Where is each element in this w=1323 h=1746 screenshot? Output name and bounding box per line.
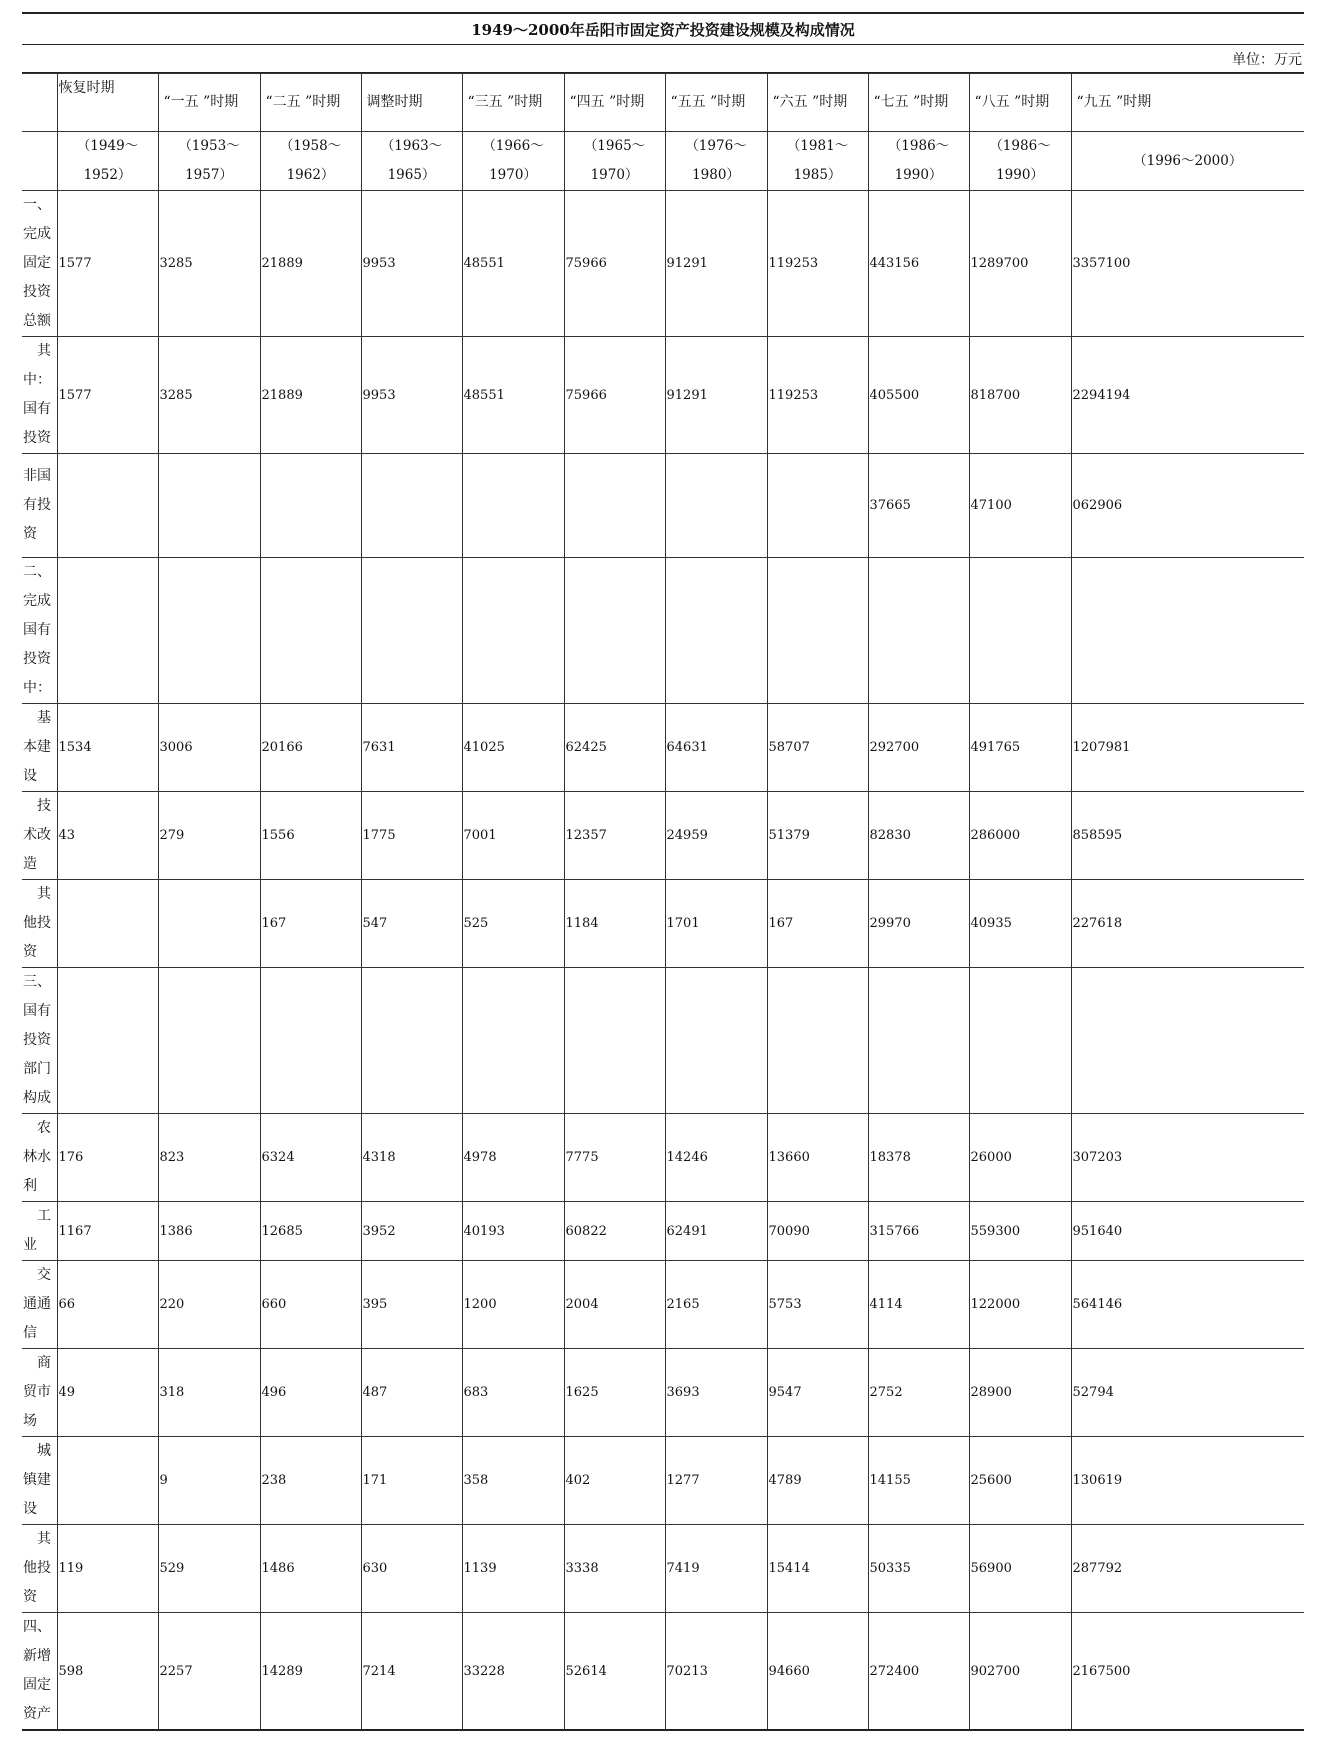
value-cell <box>665 558 767 704</box>
period-years: （1996～2000） <box>1071 132 1304 191</box>
period-name: 恢复时期 <box>57 74 158 132</box>
value-cell: 1184 <box>564 880 665 968</box>
value-cell: 564146 <box>1071 1261 1304 1349</box>
value-cell: 951640 <box>1071 1202 1304 1261</box>
value-cell <box>57 1437 158 1525</box>
value-cell <box>158 558 260 704</box>
value-cell: 1625 <box>564 1349 665 1437</box>
value-cell: 279 <box>158 792 260 880</box>
value-cell <box>1071 558 1304 704</box>
table-row <box>22 558 1304 704</box>
value-cell: 1207981 <box>1071 704 1304 792</box>
period-years: （1953～1957） <box>158 132 260 191</box>
value-cell: 70090 <box>767 1202 868 1261</box>
row-label: 其中：国有投资 <box>22 337 57 454</box>
value-cell: 91291 <box>665 337 767 454</box>
value-cell <box>361 558 462 704</box>
value-cell: 13660 <box>767 1114 868 1202</box>
value-cell <box>57 454 158 558</box>
value-cell: 443156 <box>868 191 969 337</box>
value-cell: 15414 <box>767 1525 868 1613</box>
value-cell: 1775 <box>361 792 462 880</box>
table-row <box>22 1613 1304 1731</box>
row-label: 农林水利 <box>22 1114 57 1202</box>
table-row <box>22 1525 1304 1613</box>
value-cell: 41025 <box>462 704 564 792</box>
value-cell: 9 <box>158 1437 260 1525</box>
value-cell: 2294194 <box>1071 337 1304 454</box>
value-cell: 94660 <box>767 1613 868 1731</box>
value-cell: 62425 <box>564 704 665 792</box>
period-years: （1976～1980） <box>665 132 767 191</box>
value-cell <box>969 968 1071 1114</box>
value-cell <box>260 558 361 704</box>
header-corner <box>22 74 57 132</box>
row-label: 非国有投资 <box>22 454 57 558</box>
period-name: “三五 ”时期 <box>462 74 564 132</box>
value-cell: 37665 <box>868 454 969 558</box>
table-title: 1949～2000年岳阳市固定资产投资建设规模及构成情况 <box>22 12 1304 45</box>
value-cell: 40193 <box>462 1202 564 1261</box>
value-cell <box>158 880 260 968</box>
value-cell: 29970 <box>868 880 969 968</box>
value-cell <box>57 558 158 704</box>
table-row <box>22 1349 1304 1437</box>
row-label: 工业 <box>22 1202 57 1261</box>
value-cell: 51379 <box>767 792 868 880</box>
value-cell: 119253 <box>767 337 868 454</box>
value-cell: 24959 <box>665 792 767 880</box>
value-cell: 3693 <box>665 1349 767 1437</box>
value-cell: 7419 <box>665 1525 767 1613</box>
value-cell: 14289 <box>260 1613 361 1731</box>
value-cell: 1289700 <box>969 191 1071 337</box>
value-cell <box>564 558 665 704</box>
value-cell: 167 <box>260 880 361 968</box>
value-cell: 227618 <box>1071 880 1304 968</box>
value-cell: 307203 <box>1071 1114 1304 1202</box>
value-cell <box>361 968 462 1114</box>
value-cell: 75966 <box>564 337 665 454</box>
value-cell: 818700 <box>969 337 1071 454</box>
value-cell: 4789 <box>767 1437 868 1525</box>
value-cell <box>57 968 158 1114</box>
value-cell: 1534 <box>57 704 158 792</box>
value-cell: 52614 <box>564 1613 665 1731</box>
row-label: 城镇建设 <box>22 1437 57 1525</box>
value-cell: 122000 <box>969 1261 1071 1349</box>
period-name: “四五 ”时期 <box>564 74 665 132</box>
value-cell: 7775 <box>564 1114 665 1202</box>
value-cell: 902700 <box>969 1613 1071 1731</box>
value-cell: 12685 <box>260 1202 361 1261</box>
value-cell: 48551 <box>462 337 564 454</box>
value-cell: 52794 <box>1071 1349 1304 1437</box>
value-cell: 286000 <box>969 792 1071 880</box>
table-row <box>22 337 1304 454</box>
value-cell: 487 <box>361 1349 462 1437</box>
value-cell: 28900 <box>969 1349 1071 1437</box>
table-row <box>22 1261 1304 1349</box>
value-cell: 683 <box>462 1349 564 1437</box>
value-cell: 1577 <box>57 191 158 337</box>
value-cell: 7214 <box>361 1613 462 1731</box>
value-cell: 3285 <box>158 337 260 454</box>
value-cell: 660 <box>260 1261 361 1349</box>
value-cell: 318 <box>158 1349 260 1437</box>
value-cell: 9953 <box>361 191 462 337</box>
value-cell: 1200 <box>462 1261 564 1349</box>
value-cell <box>767 454 868 558</box>
value-cell <box>462 558 564 704</box>
value-cell: 491765 <box>969 704 1071 792</box>
value-cell: 1277 <box>665 1437 767 1525</box>
value-cell: 292700 <box>868 704 969 792</box>
value-cell: 1386 <box>158 1202 260 1261</box>
document <box>22 12 1304 1731</box>
value-cell: 238 <box>260 1437 361 1525</box>
period-name: “八五 ”时期 <box>969 74 1071 132</box>
value-cell: 9953 <box>361 337 462 454</box>
period-years: （1981～1985） <box>767 132 868 191</box>
period-name: “六五 ”时期 <box>767 74 868 132</box>
value-cell <box>665 968 767 1114</box>
row-label: 二、完成国有投资中： <box>22 558 57 704</box>
row-label: 四、新增固定资产 <box>22 1613 57 1731</box>
value-cell: 529 <box>158 1525 260 1613</box>
value-cell: 21889 <box>260 191 361 337</box>
value-cell: 64631 <box>665 704 767 792</box>
header-row-period-years <box>22 132 1304 191</box>
value-cell: 395 <box>361 1261 462 1349</box>
value-cell: 272400 <box>868 1613 969 1731</box>
value-cell: 1486 <box>260 1525 361 1613</box>
value-cell: 40935 <box>969 880 1071 968</box>
value-cell <box>564 968 665 1114</box>
value-cell <box>564 454 665 558</box>
value-cell <box>767 558 868 704</box>
value-cell: 119253 <box>767 191 868 337</box>
value-cell: 358 <box>462 1437 564 1525</box>
period-years: （1958～1962） <box>260 132 361 191</box>
value-cell: 823 <box>158 1114 260 1202</box>
value-cell: 220 <box>158 1261 260 1349</box>
value-cell: 21889 <box>260 337 361 454</box>
value-cell <box>260 968 361 1114</box>
table-row <box>22 880 1304 968</box>
value-cell: 33228 <box>462 1613 564 1731</box>
value-cell: 12357 <box>564 792 665 880</box>
value-cell: 559300 <box>969 1202 1071 1261</box>
value-cell: 176 <box>57 1114 158 1202</box>
row-label: 技术改造 <box>22 792 57 880</box>
period-name: “七五 ”时期 <box>868 74 969 132</box>
value-cell: 5753 <box>767 1261 868 1349</box>
value-cell: 14246 <box>665 1114 767 1202</box>
value-cell: 58707 <box>767 704 868 792</box>
value-cell: 14155 <box>868 1437 969 1525</box>
value-cell: 4318 <box>361 1114 462 1202</box>
value-cell <box>158 454 260 558</box>
investment-table <box>22 73 1304 1731</box>
row-label: 三、国有投资部门构成 <box>22 968 57 1114</box>
value-cell: 9547 <box>767 1349 868 1437</box>
row-label: 一、完成固定投资总额 <box>22 191 57 337</box>
row-label: 交通通信 <box>22 1261 57 1349</box>
value-cell: 82830 <box>868 792 969 880</box>
value-cell: 48551 <box>462 191 564 337</box>
value-cell: 62491 <box>665 1202 767 1261</box>
row-label: 其他投资 <box>22 1525 57 1613</box>
period-name: “一五 ”时期 <box>158 74 260 132</box>
period-years: （1963～1965） <box>361 132 462 191</box>
value-cell: 1139 <box>462 1525 564 1613</box>
value-cell: 405500 <box>868 337 969 454</box>
value-cell: 130619 <box>1071 1437 1304 1525</box>
value-cell: 315766 <box>868 1202 969 1261</box>
period-years: （1949～1952） <box>57 132 158 191</box>
value-cell: 70213 <box>665 1613 767 1731</box>
table-row <box>22 968 1304 1114</box>
value-cell: 402 <box>564 1437 665 1525</box>
value-cell: 3952 <box>361 1202 462 1261</box>
value-cell: 2004 <box>564 1261 665 1349</box>
value-cell <box>969 558 1071 704</box>
value-cell: 167 <box>767 880 868 968</box>
period-name: “二五 ”时期 <box>260 74 361 132</box>
value-cell: 4114 <box>868 1261 969 1349</box>
value-cell <box>1071 968 1304 1114</box>
value-cell: 496 <box>260 1349 361 1437</box>
header-row-period-names <box>22 74 1304 132</box>
value-cell: 1577 <box>57 337 158 454</box>
value-cell <box>158 968 260 1114</box>
value-cell: 91291 <box>665 191 767 337</box>
value-cell: 7631 <box>361 704 462 792</box>
value-cell: 2165 <box>665 1261 767 1349</box>
value-cell: 119 <box>57 1525 158 1613</box>
value-cell: 1167 <box>57 1202 158 1261</box>
value-cell: 062906 <box>1071 454 1304 558</box>
value-cell: 60822 <box>564 1202 665 1261</box>
value-cell: 171 <box>361 1437 462 1525</box>
value-cell: 20166 <box>260 704 361 792</box>
table-row <box>22 1114 1304 1202</box>
unit-label: 单位：万元 <box>22 45 1304 73</box>
period-years: （1986～1990） <box>868 132 969 191</box>
value-cell: 2752 <box>868 1349 969 1437</box>
row-label: 商贸市场 <box>22 1349 57 1437</box>
value-cell: 7001 <box>462 792 564 880</box>
value-cell: 2167500 <box>1071 1613 1304 1731</box>
value-cell <box>361 454 462 558</box>
period-years: （1966～1970） <box>462 132 564 191</box>
row-label: 其他投资 <box>22 880 57 968</box>
period-name: 调整时期 <box>361 74 462 132</box>
period-name: “九五 ”时期 <box>1071 74 1304 132</box>
value-cell: 1701 <box>665 880 767 968</box>
period-years: （1965～1970） <box>564 132 665 191</box>
row-label: 基本建设 <box>22 704 57 792</box>
value-cell <box>462 968 564 1114</box>
value-cell: 25600 <box>969 1437 1071 1525</box>
value-cell: 2257 <box>158 1613 260 1731</box>
value-cell: 547 <box>361 880 462 968</box>
table-row <box>22 191 1304 337</box>
value-cell: 18378 <box>868 1114 969 1202</box>
value-cell: 1556 <box>260 792 361 880</box>
value-cell <box>868 558 969 704</box>
value-cell <box>57 880 158 968</box>
value-cell <box>767 968 868 1114</box>
value-cell: 43 <box>57 792 158 880</box>
value-cell: 47100 <box>969 454 1071 558</box>
value-cell: 56900 <box>969 1525 1071 1613</box>
value-cell: 525 <box>462 880 564 968</box>
value-cell <box>868 968 969 1114</box>
value-cell <box>665 454 767 558</box>
value-cell: 3357100 <box>1071 191 1304 337</box>
period-name: “五五 ”时期 <box>665 74 767 132</box>
table-row <box>22 454 1304 558</box>
value-cell: 3006 <box>158 704 260 792</box>
value-cell: 75966 <box>564 191 665 337</box>
value-cell: 26000 <box>969 1114 1071 1202</box>
header-corner <box>22 132 57 191</box>
value-cell: 287792 <box>1071 1525 1304 1613</box>
value-cell: 3338 <box>564 1525 665 1613</box>
value-cell: 6324 <box>260 1114 361 1202</box>
table-row <box>22 704 1304 792</box>
table-row <box>22 1437 1304 1525</box>
value-cell: 4978 <box>462 1114 564 1202</box>
value-cell: 598 <box>57 1613 158 1731</box>
table-row <box>22 792 1304 880</box>
value-cell: 858595 <box>1071 792 1304 880</box>
value-cell: 49 <box>57 1349 158 1437</box>
value-cell: 3285 <box>158 191 260 337</box>
value-cell <box>260 454 361 558</box>
value-cell: 630 <box>361 1525 462 1613</box>
value-cell: 50335 <box>868 1525 969 1613</box>
period-years: （1986～1990） <box>969 132 1071 191</box>
value-cell: 66 <box>57 1261 158 1349</box>
value-cell <box>462 454 564 558</box>
table-row <box>22 1202 1304 1261</box>
